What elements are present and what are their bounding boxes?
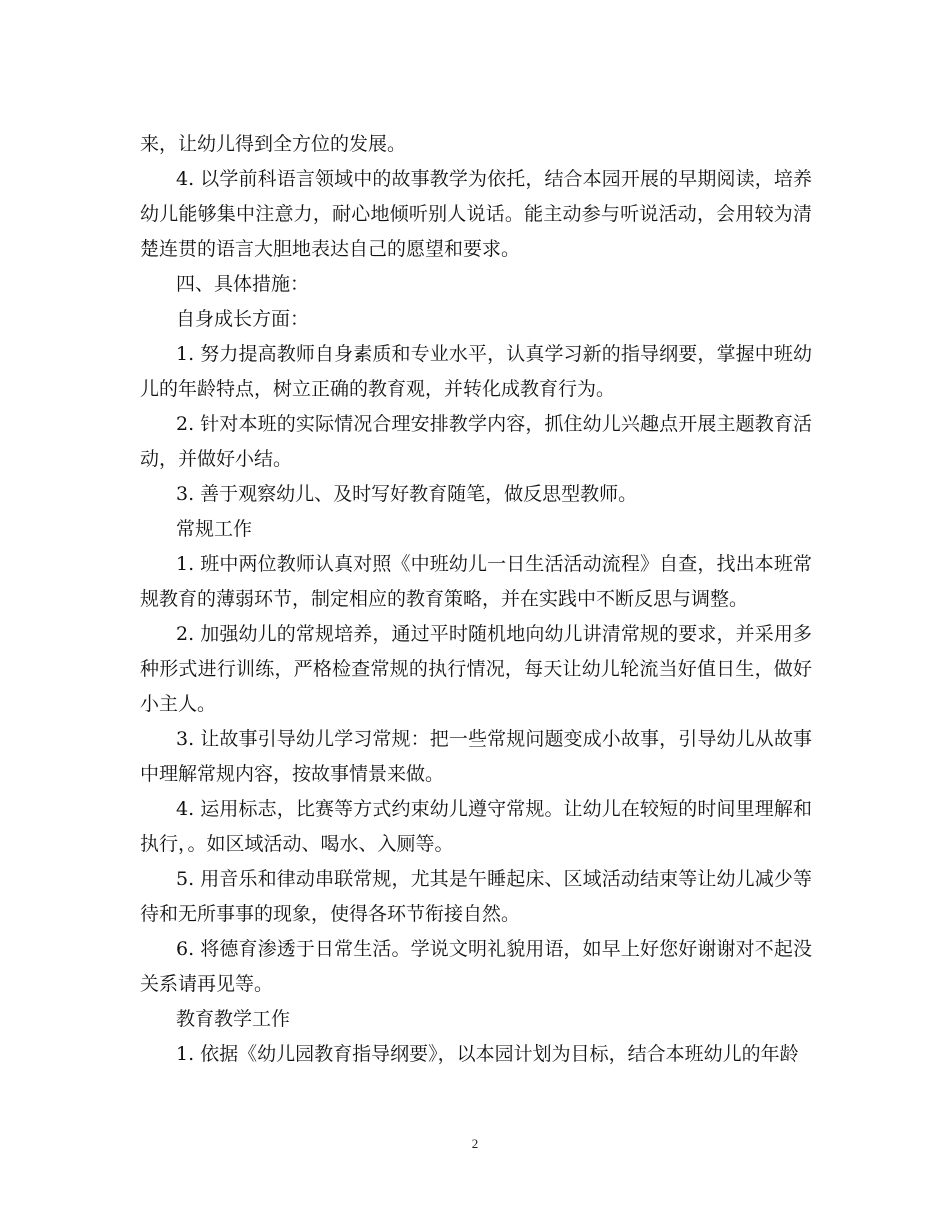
subheading-self-growth: 自身成长方面： (176, 308, 310, 330)
section-heading-measures: 四、具体措施： (176, 273, 310, 295)
paragraph-routine-1: 1. 班中两位教师认真对照《中班幼儿一日生活活动流程》自查，找出本班常规教育的薄弱环节，制定相应的教育策略，并在实践中不断反思与调整。 (140, 553, 812, 610)
paragraph-routine-4: 4. 运用标志，比赛等方式约束幼儿遵守常规。让幼儿在较短的时间里理解和执行，。如区域活动、喝水、入厕等。 (140, 798, 812, 855)
paragraph-item-4-language: 4. 以学前科语言领域中的故事教学为依托，结合本园开展的早期阅读，培养幼儿能够集中注意力，耐心地倾听别人说话。能主动参与听说活动，会用较为清楚连贯的语言大胆地表达自己的愿望和要求。 (140, 168, 812, 260)
paragraph-self-growth-1: 1. 努力提高教师自身素质和专业水平，认真学习新的指导纲要，掌握中班幼儿的年龄特点，树立正确的教育观，并转化成教育行为。 (140, 343, 812, 400)
paragraph-routine-6: 6. 将德育渗透于日常生活。学说文明礼貌用语，如早上好您好谢谢对不起没关系请再见等。 (140, 938, 812, 995)
paragraph-self-growth-3: 3. 善于观察幼儿、及时写好教育随笔，做反思型教师。 (176, 483, 638, 505)
subheading-teaching-work: 教育教学工作 (176, 1008, 291, 1030)
page-number: 2 (471, 1136, 479, 1151)
subheading-routine-work: 常规工作 (176, 518, 253, 540)
paragraph-routine-2: 2. 加强幼儿的常规培养，通过平时随机地向幼儿讲清常规的要求，并采用多种形式进行训练，严格检查常规的执行情况，每天让幼儿轮流当好值日生，做好小主人。 (140, 623, 812, 715)
paragraph-continuation: 来，让幼儿得到全方位的发展。 (140, 133, 407, 155)
paragraph-teaching-1: 1. 依据《幼儿园教育指导纲要》，以本园计划为目标，结合本班幼儿的年龄 (176, 1043, 799, 1065)
paragraph-routine-5: 5. 用音乐和律动串联常规，尤其是午睡起床、区域活动结束等让幼儿减少等待和无所事事的现象，使得各环节衔接自然。 (140, 868, 812, 925)
paragraph-self-growth-2: 2. 针对本班的实际情况合理安排教学内容，抓住幼儿兴趣点开展主题教育活动，并做好小结。 (140, 413, 812, 470)
paragraph-routine-3: 3. 让故事引导幼儿学习常规：把一些常规问题变成小故事，引导幼儿从故事中理解常规内容，按故事情景来做。 (140, 728, 812, 785)
document-body (140, 127, 812, 1072)
